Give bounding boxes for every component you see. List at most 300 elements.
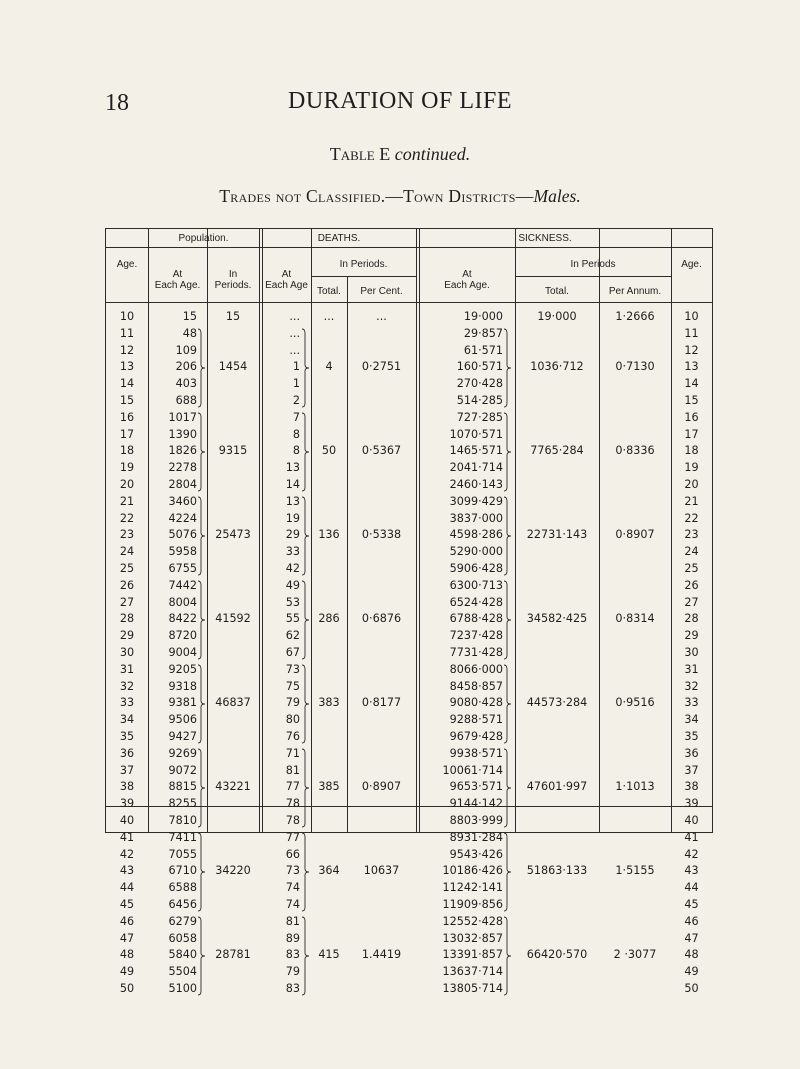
deaths-cell: 8	[292, 427, 300, 441]
population-period-cell: 15	[225, 310, 241, 323]
population-cell: 9318	[168, 679, 197, 693]
sickness-cell: 9938·571	[449, 746, 503, 760]
sickness-cell: 5290·000	[449, 545, 503, 559]
sickness-cell: 9144·142	[449, 797, 503, 811]
sickness-cell: 10061·714	[442, 763, 503, 777]
age-cell-right: 31	[684, 662, 699, 676]
table-row	[106, 645, 712, 662]
age-cell-right: 13	[684, 360, 699, 374]
deaths-cell: 83	[285, 982, 300, 995]
table-row	[106, 796, 712, 813]
subtitle-text: Trades not Classified.—Town Districts—	[219, 186, 534, 206]
sick-at-2: Each Age.	[444, 280, 490, 291]
population-cell: 1826	[168, 444, 197, 458]
deaths-cell: 67	[285, 646, 300, 659]
age-cell-right: 39	[684, 797, 699, 811]
deaths-cell: 2	[292, 394, 300, 407]
deaths-cell: 74	[285, 898, 300, 911]
table-row	[106, 595, 712, 612]
table-row	[106, 679, 712, 696]
sick-per-annum-header: Per Annum.	[608, 286, 662, 297]
age-cell-right: 12	[684, 343, 699, 357]
sickness-brace	[504, 665, 512, 743]
age-cell: 46	[119, 914, 135, 928]
age-cell: 38	[119, 780, 135, 794]
population-cell: 8815	[168, 780, 197, 794]
table-row	[106, 712, 712, 729]
table-row	[106, 393, 712, 410]
age-cell: 50	[119, 982, 135, 995]
population-cell: 1017	[168, 410, 197, 424]
sickness-cell: 1070·571	[449, 427, 503, 441]
sickness-cell: 13391·857	[442, 948, 503, 962]
sickness-brace	[504, 833, 512, 911]
deaths-cell: 81	[285, 763, 300, 777]
period-row	[106, 611, 712, 628]
sickness-cell: 61·571	[463, 343, 503, 357]
age-cell: 15	[119, 394, 135, 407]
age-cell: 47	[119, 931, 135, 945]
deaths-brace	[302, 749, 310, 827]
population-cell: 8720	[168, 629, 197, 643]
sickness-cell: 3099·429	[449, 494, 503, 508]
age-cell: 32	[119, 679, 135, 693]
table-row	[106, 914, 712, 931]
population-cell: 5100	[168, 982, 197, 995]
deaths-brace	[302, 833, 310, 911]
population-cell: 9427	[168, 730, 197, 743]
deaths-cell: 79	[285, 696, 300, 710]
sickness-cell: 9080·428	[449, 696, 503, 710]
population-cell: 4224	[168, 511, 197, 525]
table-row	[106, 628, 712, 645]
rule	[311, 276, 416, 277]
table-row	[106, 544, 712, 561]
sickness-total-cell: 22731·143	[526, 528, 588, 542]
table-row	[106, 410, 712, 427]
table-row	[106, 729, 712, 746]
table-row	[106, 511, 712, 528]
population-period-cell: 34220	[215, 864, 251, 878]
population-brace	[198, 665, 206, 743]
table-row	[106, 460, 712, 477]
sickness-per-annum-cell: 0·8336	[615, 444, 655, 458]
table-row	[106, 343, 712, 360]
age-cell: 20	[119, 478, 135, 491]
deaths-cell: 13	[285, 494, 300, 508]
population-cell: 5840	[168, 948, 197, 962]
age-cell-right: 47	[684, 931, 699, 945]
sickness-brace	[504, 329, 512, 407]
age-cell-right: 37	[684, 763, 699, 777]
age-cell: 49	[119, 965, 135, 979]
population-cell: 5958	[168, 545, 197, 559]
deaths-cell: 78	[285, 797, 300, 811]
age-cell-right: 45	[684, 898, 699, 911]
age-cell-right: 16	[684, 410, 699, 424]
population-period-cell: 9315	[218, 444, 248, 458]
population-cell: 1390	[168, 427, 197, 441]
deaths-in-periods: In Periods.	[339, 259, 388, 270]
age-cell: 30	[119, 646, 135, 659]
table-row	[106, 376, 712, 393]
deaths-percent-cell: ...	[376, 310, 387, 323]
table-caption	[0, 144, 800, 165]
deaths-cell: 89	[285, 931, 300, 945]
population-cell: 6456	[168, 898, 197, 911]
rule	[515, 276, 671, 277]
age-cell: 33	[119, 696, 135, 710]
sickness-brace	[504, 497, 512, 575]
age-cell-right: 23	[684, 528, 699, 542]
table-row	[106, 813, 712, 830]
period-row	[106, 359, 712, 376]
population-cell: 8004	[168, 595, 197, 609]
age-cell: 45	[119, 898, 135, 911]
sickness-brace	[504, 581, 512, 659]
age-cell: 36	[119, 746, 135, 760]
sickness-total-cell: 51863·133	[526, 864, 588, 878]
deaths-cell: 73	[285, 864, 300, 878]
age-cell-right: 48	[684, 948, 699, 962]
population-cell: 5504	[168, 965, 197, 979]
period-row	[106, 695, 712, 712]
sickness-per-annum-cell: 2 ·3077	[613, 948, 657, 962]
deaths-total-cell: 385	[318, 780, 340, 794]
table-subtitle	[0, 186, 800, 207]
table-row	[106, 964, 712, 981]
sickness-cell: 12552·428	[442, 914, 503, 928]
age-cell: 29	[119, 629, 135, 643]
table-row	[106, 897, 712, 914]
age-cell-right: 32	[684, 679, 699, 693]
sickness-cell: 6788·428	[449, 612, 503, 626]
sickness-cell: 6300·713	[449, 578, 503, 592]
age-cell-right: 14	[684, 377, 699, 391]
deaths-brace	[302, 413, 310, 491]
sickness-cell: 11909·856	[442, 898, 503, 911]
age-cell-right: 28	[684, 612, 699, 626]
sickness-per-annum-cell: 0·8314	[615, 612, 655, 626]
age-header-right: Age.	[681, 259, 702, 270]
sickness-total-cell: 1036·712	[530, 360, 584, 374]
deaths-total-cell: 136	[318, 528, 340, 542]
age-cell-right: 25	[684, 562, 699, 575]
age-cell: 40	[119, 814, 135, 827]
table-row	[106, 662, 712, 679]
sickness-cell: 13805·714	[442, 982, 503, 995]
population-brace	[198, 749, 206, 827]
deaths-cell: 74	[285, 881, 300, 895]
population-cell: 9004	[168, 646, 197, 659]
deaths-header: DEATHS.	[317, 233, 361, 244]
age-cell-right: 34	[684, 713, 699, 727]
table-row	[106, 847, 712, 864]
population-cell: 109	[175, 343, 197, 357]
deaths-at-2: Each Age	[265, 280, 308, 291]
running-title: DURATION OF LIFE	[288, 88, 512, 114]
age-cell: 25	[119, 562, 135, 575]
sick-at-1: At	[462, 269, 472, 280]
age-cell-right: 17	[684, 427, 699, 441]
age-cell: 26	[119, 578, 135, 592]
sickness-cell: 9543·426	[449, 847, 503, 861]
deaths-total-cell: 286	[318, 612, 340, 626]
deaths-cell: 29	[285, 528, 300, 542]
rule	[106, 302, 712, 303]
sickness-cell: 11242·141	[442, 881, 503, 895]
sickness-total-cell: 66420·570	[526, 948, 588, 962]
sickness-total-cell: 34582·425	[526, 612, 588, 626]
deaths-brace	[302, 917, 310, 995]
age-cell-right: 21	[684, 494, 699, 508]
sickness-total-cell: 47601·997	[526, 780, 588, 794]
deaths-cell: 77	[285, 780, 300, 794]
age-cell: 23	[119, 528, 135, 542]
age-cell: 18	[119, 444, 135, 458]
population-cell: 6588	[168, 881, 197, 895]
sickness-per-annum-cell: 1·2666	[615, 310, 655, 323]
deaths-percent-cell: 0·5338	[361, 528, 402, 542]
deaths-brace	[302, 581, 310, 659]
deaths-cell: 53	[285, 595, 300, 609]
sickness-cell: 10186·426	[442, 864, 503, 878]
age-cell-right: 18	[684, 444, 699, 458]
pop-at-1: At	[172, 269, 183, 280]
sickness-cell: 727·285	[456, 410, 503, 424]
age-cell: 13	[119, 360, 135, 374]
population-cell: 2278	[168, 461, 197, 475]
age-cell-right: 22	[684, 511, 699, 525]
population-cell: 688	[175, 394, 197, 407]
deaths-cell: 13	[285, 461, 300, 475]
population-cell: 3460	[168, 494, 197, 508]
age-cell: 17	[119, 427, 135, 441]
sickness-per-annum-cell: 1·1013	[615, 780, 655, 794]
deaths-cell: ...	[289, 326, 300, 340]
age-cell: 44	[119, 881, 135, 895]
deaths-cell: 1	[292, 377, 300, 391]
sickness-cell: 160·571	[456, 360, 503, 374]
data-table	[105, 228, 713, 995]
sickness-cell: 9653·571	[449, 780, 503, 794]
age-cell: 48	[119, 948, 135, 962]
deaths-percent-header: Per Cent.	[360, 286, 403, 297]
sickness-brace	[504, 917, 512, 995]
age-cell-right: 40	[684, 814, 699, 827]
deaths-cell: 42	[285, 562, 300, 575]
age-cell: 16	[119, 410, 135, 424]
age-cell: 14	[119, 377, 135, 391]
table-row	[106, 746, 712, 763]
deaths-cell: 66	[285, 847, 300, 861]
sickness-cell: 29·857	[463, 326, 503, 340]
population-cell: 7810	[168, 814, 197, 827]
age-cell: 43	[119, 864, 135, 878]
sickness-total-cell: 7765·284	[530, 444, 584, 458]
population-period-cell: 41592	[215, 612, 251, 626]
deaths-at-1: At	[281, 269, 292, 280]
sickness-cell: 2460·143	[449, 478, 503, 491]
period-row	[106, 527, 712, 544]
age-cell-right: 11	[684, 326, 699, 340]
population-cell: 8255	[168, 797, 197, 811]
deaths-total-cell: ...	[323, 310, 335, 323]
population-cell: 206	[175, 360, 197, 374]
period-row	[106, 779, 712, 796]
sick-total-header: Total.	[545, 286, 569, 297]
deaths-brace	[302, 497, 310, 575]
table-row	[106, 931, 712, 948]
age-cell-right: 38	[684, 780, 699, 794]
population-cell: 48	[182, 326, 197, 340]
deaths-total-cell: 4	[325, 360, 333, 374]
sickness-per-annum-cell: 0·9516	[615, 696, 655, 710]
table-row	[106, 326, 712, 343]
age-header-left: Age.	[116, 259, 138, 270]
age-cell: 10	[119, 310, 135, 323]
table-row	[106, 477, 712, 494]
population-brace	[198, 413, 206, 491]
sickness-cell: 9288·571	[449, 713, 503, 727]
age-cell: 28	[119, 612, 135, 626]
deaths-total-cell: 50	[321, 444, 337, 458]
period-row	[106, 863, 712, 880]
sickness-cell: 3837·000	[449, 511, 503, 525]
table-row	[106, 561, 712, 578]
age-cell-right: 43	[684, 864, 699, 878]
population-cell: 9506	[168, 713, 197, 727]
age-cell-right: 19	[684, 461, 699, 475]
age-cell-right: 24	[684, 545, 699, 559]
population-cell: 6058	[168, 931, 197, 945]
deaths-cell: 79	[285, 965, 300, 979]
age-cell-right: 35	[684, 730, 699, 743]
deaths-cell: 80	[285, 713, 300, 727]
sickness-cell: 5906·428	[449, 562, 503, 575]
age-cell-right: 30	[684, 646, 699, 659]
deaths-total-cell: 415	[318, 948, 340, 962]
age-cell-right: 50	[684, 982, 699, 995]
period-row	[106, 947, 712, 964]
sickness-cell: 8066·000	[449, 662, 503, 676]
sickness-brace	[504, 749, 512, 827]
deaths-cell: 71	[285, 746, 300, 760]
deaths-cell: 83	[285, 948, 300, 962]
deaths-cell: 73	[285, 662, 300, 676]
rule	[106, 247, 712, 248]
population-cell: 6279	[168, 914, 197, 928]
subtitle-italic: Males.	[533, 186, 581, 206]
period-row	[106, 443, 712, 460]
sickness-cell: 2041·714	[449, 461, 503, 475]
population-cell: 403	[175, 377, 197, 391]
age-cell-right: 36	[684, 746, 699, 760]
deaths-cell: 7	[292, 410, 300, 424]
sickness-per-annum-cell: 0·8907	[615, 528, 655, 542]
sickness-cell: 9679·428	[449, 730, 503, 743]
sickness-cell: 8931·284	[449, 830, 503, 844]
age-cell-right: 42	[684, 847, 699, 861]
sickness-cell: 7237·428	[449, 629, 503, 643]
table-row	[106, 494, 712, 511]
deaths-total-cell: 383	[318, 696, 340, 710]
age-cell: 27	[119, 595, 135, 609]
page-number: 18	[105, 90, 129, 116]
sickness-total-cell: 19·000	[537, 310, 577, 323]
pop-in-2: Periods.	[214, 280, 252, 291]
age-cell: 34	[119, 713, 135, 727]
age-cell-right: 44	[684, 881, 699, 895]
deaths-cell: 33	[285, 545, 300, 559]
table-row	[106, 880, 712, 897]
age-cell: 37	[119, 763, 135, 777]
deaths-percent-cell: 0·5367	[361, 444, 402, 458]
sickness-per-annum-cell: 1·5155	[615, 864, 655, 878]
deaths-brace	[302, 665, 310, 743]
deaths-cell: 14	[285, 478, 300, 491]
population-cell: 9269	[168, 746, 197, 760]
deaths-cell: 77	[285, 830, 300, 844]
sickness-cell: 4598·286	[449, 528, 503, 542]
deaths-percent-cell: 10637	[363, 864, 400, 878]
deaths-cell: 55	[285, 612, 300, 626]
age-cell: 41	[119, 830, 135, 844]
population-cell: 9205	[168, 662, 197, 676]
deaths-cell: 62	[285, 629, 300, 643]
table-row	[106, 981, 712, 998]
population-period-cell: 43221	[215, 780, 251, 794]
table-row	[106, 578, 712, 595]
population-brace	[198, 833, 206, 911]
population-period-cell: 25473	[215, 528, 251, 542]
sickness-cell: 8458·857	[449, 679, 503, 693]
population-cell: 5076	[168, 528, 197, 542]
age-cell: 42	[119, 847, 135, 861]
population-cell: 9072	[168, 763, 197, 777]
age-cell-right: 46	[684, 914, 699, 928]
sickness-cell: 13032·857	[442, 931, 503, 945]
age-cell: 31	[119, 662, 135, 676]
deaths-cell: 8	[292, 444, 300, 458]
sickness-cell: 19·000	[463, 310, 503, 323]
table-label: Table E	[329, 144, 391, 164]
age-cell: 12	[119, 343, 135, 357]
population-brace	[198, 581, 206, 659]
deaths-cell: 75	[285, 679, 300, 693]
population-period-cell: 1454	[218, 360, 248, 374]
deaths-brace	[302, 329, 310, 407]
sickness-brace	[504, 413, 512, 491]
age-cell: 22	[119, 511, 135, 525]
deaths-cell: ...	[289, 310, 300, 323]
population-cell: 2804	[168, 478, 197, 491]
age-cell: 19	[119, 461, 135, 475]
pop-in-1: In	[228, 269, 238, 280]
population-header: Population.	[178, 233, 229, 244]
population-brace	[198, 329, 206, 407]
age-cell-right: 20	[684, 478, 699, 491]
period-row	[106, 309, 712, 326]
population-cell: 6710	[168, 864, 197, 878]
deaths-percent-cell: 0·2751	[361, 360, 402, 374]
sickness-cell: 1465·571	[449, 444, 503, 458]
deaths-total-cell: 364	[318, 864, 340, 878]
deaths-cell: 1	[292, 360, 300, 374]
age-cell: 11	[119, 326, 135, 340]
deaths-cell: 49	[285, 578, 300, 592]
deaths-percent-cell: 0·6876	[361, 612, 402, 626]
